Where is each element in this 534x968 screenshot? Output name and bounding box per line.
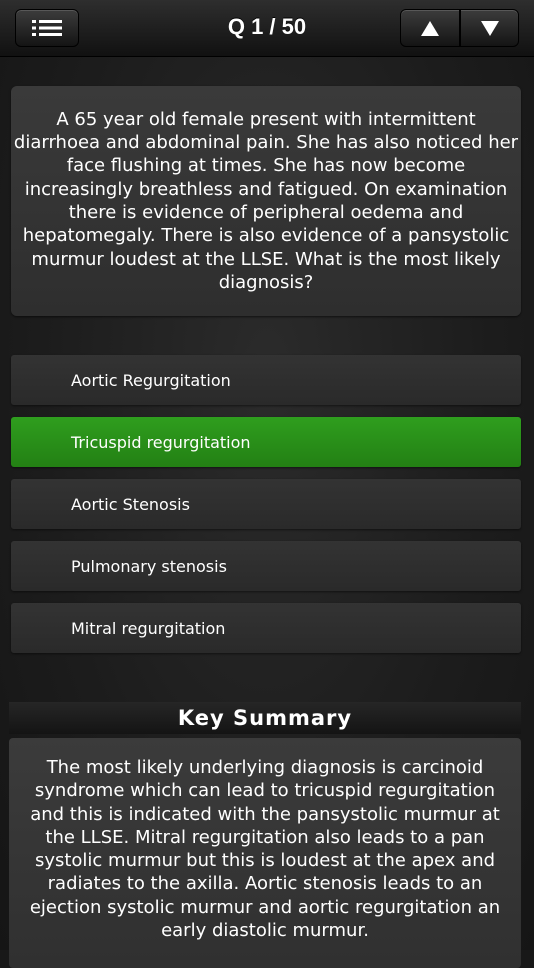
menu-button[interactable] [15,9,79,47]
answer-option-label: Tricuspid regurgitation [71,432,251,452]
top-toolbar [0,0,534,57]
answer-option[interactable] [11,603,521,653]
answer-option[interactable] [11,541,521,591]
key-summary-heading: Key Summary [9,702,521,734]
key-summary-card [9,738,521,968]
key-summary-text: The most likely underlying diagnosis is carcinoid syndrome which can lead to tricuspid regurgitation and this is indicated with the pansystolic murmur at the LLSE. Mitral regurgitation also leads to a pan systolic murmur but this is loudest at the apex and radiates to the axilla. Aortic stenosis leads to an ejection systolic murmur and aortic regurgitation an early diastolic murmur. [29,757,501,942]
question-counter: Q 1 / 50 [227,14,307,39]
answer-option-label: Aortic Regurgitation [71,370,231,390]
answer-option-label: Mitral regurgitation [71,618,226,638]
triangle-down-icon [481,21,499,36]
answer-option[interactable] [11,355,521,405]
answer-option-label: Aortic Stenosis [71,494,190,514]
previous-question-button[interactable] [400,9,460,47]
question-card [11,86,521,316]
question-text: A 65 year old female present with intermittent diarrhoea and abdominal pain. She has also noticed her face flushing at times. She has now become increasingly breathless and fatigued. On examination there is evidence of peripheral oedema and hepatomegaly. There is also evidence of a pansystolic murmur loudest at the LLSE. What is the most likely diagnosis? [13,108,519,293]
answer-option-label: Pulmonary stenosis [71,556,227,576]
answer-option[interactable] [11,479,521,529]
answer-option-correct[interactable] [11,417,521,467]
list-icon [31,18,63,38]
next-question-button[interactable] [460,9,519,47]
triangle-up-icon [421,21,439,36]
